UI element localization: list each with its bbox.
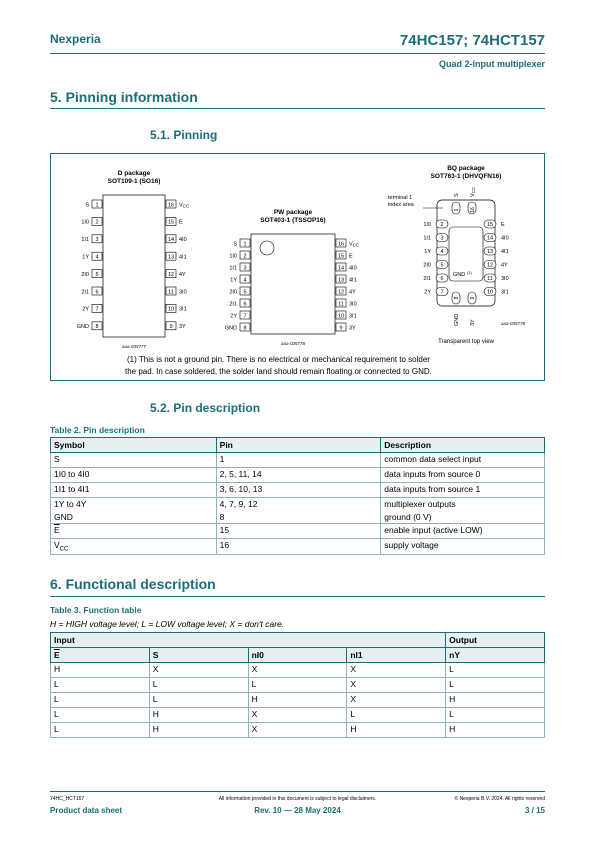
subscript-cc: CC	[352, 242, 360, 248]
table-row	[51, 498, 545, 524]
d-package-pin-label: 2I1	[81, 289, 89, 296]
table-row	[51, 708, 545, 723]
column-header-ni0: nI0	[248, 648, 347, 663]
footer-rule	[50, 791, 545, 792]
cell-text: GND	[54, 512, 73, 522]
pw-package-pin-label: 2I1	[229, 301, 237, 308]
bq-pin-number: 7	[440, 289, 444, 296]
document-subtitle: Quad 2-input multiplexer	[438, 59, 545, 69]
table-3-note: H = HIGH voltage level; L = LOW voltage level; X = don't care.	[50, 619, 285, 629]
d-package-pin-label: 2Y	[82, 306, 89, 313]
column-header-ni1: nI1	[347, 648, 446, 663]
pw-package-pin-right-number: 11	[338, 301, 344, 308]
bq-pad-gnd-label: GND	[453, 272, 466, 278]
d-package-pin-label: 4I1	[179, 254, 187, 261]
column-header-description: Description	[381, 438, 545, 453]
table-cell: L	[51, 678, 150, 693]
d-package-pin-label: 1I0	[81, 219, 89, 226]
header-rule	[50, 53, 545, 54]
pw-package-pin-right-number: 15	[337, 253, 345, 260]
bq-package-caption: Transparent top view	[438, 339, 494, 345]
table-row	[51, 539, 545, 555]
bq-pin-label: 3Y	[470, 319, 476, 326]
table-2-caption: Table 2. Pin description	[50, 425, 145, 435]
d-package-pin-left-number: 6	[95, 289, 99, 296]
d-package-pin-right-number: 12	[167, 271, 175, 278]
section-6-heading: 6. Functional description	[50, 576, 216, 592]
pw-package-pin-label: 1I1	[229, 265, 237, 272]
bq-pin-label: E	[501, 222, 505, 228]
cell-text: 4, 7, 9, 12	[219, 499, 258, 509]
d-package-pin-right-number: 16	[167, 202, 175, 209]
function-table	[50, 632, 545, 738]
pw-package-pin-label: 4I0	[349, 265, 357, 272]
table-cell: X	[248, 708, 347, 723]
d-package-pin-right-number: 13	[167, 254, 175, 261]
table-cell: 3, 6, 10, 13	[216, 483, 381, 498]
table-cell: enable input (active LOW)	[381, 524, 545, 539]
part-number: 74HC157; 74HCT157	[399, 32, 545, 49]
pw-package-pin1-marker	[260, 241, 274, 255]
d-package-pin-label: E	[179, 219, 183, 226]
pw-package-pin-label: 2I0	[229, 289, 237, 296]
pw-package-pin-label: 3Y	[349, 325, 356, 332]
d-package-pin-label: 1Y	[82, 254, 89, 261]
bq-pin-number: 6	[440, 276, 444, 282]
pw-package-pin-right-number: 14	[337, 265, 345, 272]
d-package-pin-right-number: 15	[167, 219, 175, 226]
d-package-pin-right-number: 11	[168, 289, 174, 296]
subscript-cc: CC	[59, 546, 69, 553]
cell-text: multiplexer outputs	[384, 499, 456, 509]
table-row	[51, 678, 545, 693]
pw-package-subtitle: SOT403-1 (TSSOP16)	[260, 217, 326, 224]
column-header-s: S	[149, 648, 248, 663]
bq-pin-label: 1I1	[423, 235, 431, 242]
pw-package-pin-label: 3I1	[349, 313, 357, 320]
bq-pin-number: 2	[440, 222, 444, 228]
table-cell: H	[446, 723, 545, 738]
bq-package-subtitle: SOT763-1 (DHVQFN16)	[430, 173, 502, 180]
pw-package-pin-label: S	[233, 241, 237, 248]
table-row	[51, 693, 545, 708]
bq-package-ref: aaa-035778	[500, 321, 525, 326]
table-cell: 1I1 to 4I1	[51, 483, 217, 498]
pw-package-pin-right-number: 12	[337, 289, 345, 296]
d-package-pin-right-number: 14	[167, 237, 175, 244]
table-row	[51, 663, 545, 678]
table-cell: data inputs from source 0	[381, 468, 545, 483]
pw-package-pin-label: 3I0	[349, 301, 357, 308]
table-cell: L	[446, 663, 545, 678]
pw-package-pin-left-number: 4	[243, 277, 247, 284]
table-cell: X	[149, 663, 248, 678]
d-package-pin-left-number: 3	[95, 237, 99, 244]
d-package-pin-label: 3I0	[179, 289, 187, 296]
column-header-e	[51, 648, 150, 663]
table-cell: L	[149, 693, 248, 708]
company-name: Nexperia	[50, 32, 101, 46]
d-package-pin-left-number: 4	[95, 254, 99, 261]
table-cell: H	[446, 693, 545, 708]
pw-package-pin-right-number: 16	[337, 241, 345, 248]
d-package-pin-left-number: 8	[95, 324, 99, 331]
bq-pad-gnd-footnote: (1)	[467, 270, 472, 275]
table-row	[51, 453, 545, 468]
table-cell	[51, 524, 217, 539]
bq-pin-number: 15	[486, 222, 494, 228]
bq-terminal-label: index area	[388, 202, 414, 208]
group-header-output: Output	[446, 633, 545, 648]
d-package-pin-label: VCC	[179, 202, 190, 209]
table-cell: X	[248, 663, 347, 678]
figure-note-line-1: (1) This is not a ground pin. There is no electrical or mechanical requirement to solder	[127, 355, 430, 364]
table-cell: 16	[216, 539, 381, 555]
column-header-ny: nY	[446, 648, 545, 663]
pw-package-pin-left-number: 5	[243, 289, 247, 296]
table-group-header-row	[51, 633, 545, 648]
subscript-cc: CC	[182, 203, 190, 209]
d-package-pin-label: 4I0	[179, 237, 187, 244]
bq-terminal-label: terminal 1	[388, 195, 413, 201]
d-package-pin-left-number: 2	[95, 219, 99, 226]
table-cell: X	[347, 678, 446, 693]
section-6-rule	[50, 596, 545, 597]
bq-pin-number: 11	[487, 276, 493, 282]
table-row	[51, 524, 545, 539]
pw-package-pin-label: 1I0	[229, 253, 237, 260]
bq-pin-number: 16	[470, 207, 476, 213]
d-package-pin-right-number: 10	[167, 306, 175, 313]
d-package-pin-label: 4Y	[179, 271, 186, 278]
figure-note-line-2: the pad. In case soldered, the solder land should remain floating or connected to GND.	[125, 367, 432, 376]
pw-package-pin-left-number: 3	[243, 265, 247, 272]
footer-doc-type: Product data sheet	[50, 806, 123, 815]
table-cell: L	[51, 708, 150, 723]
table-cell	[51, 498, 217, 524]
bq-pin-label: 3I0	[501, 276, 509, 282]
section-5-heading: 5. Pinning information	[50, 89, 198, 105]
bq-pin-number: 13	[486, 249, 494, 255]
pw-package-pin-label: VCC	[349, 241, 360, 248]
subscript-cc: CC	[471, 186, 476, 194]
section-5-rule	[50, 108, 545, 109]
pw-package-pin-label: 4Y	[349, 289, 356, 296]
cell-text: 8	[219, 512, 225, 522]
bq-pin-number: 12	[486, 262, 494, 269]
table-cell: X	[347, 663, 446, 678]
cell-text: ground (0 V)	[384, 512, 432, 522]
bq-pin-label: 2I0	[423, 262, 431, 269]
pw-package-pin-label: 4I1	[349, 277, 357, 284]
d-package-pin-label: 3Y	[179, 324, 186, 331]
footer-doc-id: 74HC_HCT157	[50, 796, 85, 802]
pw-package-pin-left-number: 8	[243, 325, 247, 332]
table-row	[51, 723, 545, 738]
d-package-pin-label: 2I0	[81, 271, 89, 278]
table-cell: H	[347, 723, 446, 738]
bq-pin-label: 1Y	[424, 249, 431, 255]
table-cell: $V_{CC}$	[51, 539, 217, 555]
bq-pin-label: 4I0	[501, 235, 509, 242]
table-cell: H	[248, 693, 347, 708]
table-cell: X	[347, 693, 446, 708]
footer-disclaimer: All information provided in this document is subject to legal disclaimers.	[218, 796, 377, 802]
table-row	[51, 468, 545, 483]
pw-package-title: PW package	[273, 209, 313, 216]
pw-package-pin-right-number: 10	[337, 313, 345, 320]
pw-package-pin-label: 1Y	[230, 277, 237, 284]
bq-pin-label: GND	[454, 313, 460, 326]
table-row	[51, 483, 545, 498]
d-package-pin-left-number: 5	[95, 271, 99, 278]
table-cell: H	[149, 708, 248, 723]
pw-package-pin-left-number: 1	[243, 241, 247, 248]
footer-copyright: © Nexperia B.V. 2024. All rights reserved	[454, 796, 545, 802]
d-package-body	[103, 195, 165, 337]
pw-package-pin-label: GND	[224, 325, 237, 332]
bq-pin-number: 9	[470, 296, 476, 300]
pw-package-pin-left-number: 2	[243, 253, 247, 260]
pin-description-table	[50, 437, 545, 555]
table-cell: S	[51, 453, 217, 468]
column-header-symbol: Symbol	[51, 438, 217, 453]
table-cell: 15	[216, 524, 381, 539]
pw-package-ref: aaa-035776	[280, 341, 306, 346]
table-cell: X	[248, 723, 347, 738]
d-package-ref: aaa-035777	[121, 344, 147, 349]
table-cell: data inputs from source 1	[381, 483, 545, 498]
bq-pin-number: 10	[486, 289, 494, 296]
footer-page-number: 3 / 15	[524, 806, 545, 815]
pinning-figure	[50, 153, 545, 381]
d-package-pin-right-number: 9	[169, 324, 173, 331]
table-cell: L	[149, 678, 248, 693]
group-header-input: Input	[51, 633, 446, 648]
table-cell: L	[248, 678, 347, 693]
pw-package-pin-label: E	[349, 253, 353, 260]
table-cell: L	[51, 723, 150, 738]
table-header-row	[51, 648, 545, 663]
symbol-e-bar: $\overline{E}$	[54, 650, 60, 660]
section-5-1-heading: 5.1. Pinning	[150, 128, 218, 142]
bq-pin-number: 8	[454, 296, 460, 300]
symbol-e-bar: $\overline{E}$	[54, 525, 60, 535]
bq-pin-label: 4Y	[501, 262, 508, 269]
pw-package-pin-right-number: 13	[337, 277, 345, 284]
d-package-pin-left-number: 1	[95, 202, 99, 209]
d-package-subtitle: SOT109-1 (SO16)	[107, 178, 161, 185]
table-cell: L	[51, 693, 150, 708]
bq-pin-number: 1	[454, 208, 460, 212]
pw-package-pin-left-number: 6	[243, 301, 247, 308]
d-package-pin-label: 3I1	[179, 306, 187, 313]
table-cell: 1I0 to 4I0	[51, 468, 217, 483]
table-cell: common data select input	[381, 453, 545, 468]
bq-pin-label: 1I0	[423, 222, 431, 228]
cell-text: 1Y to 4Y	[54, 499, 87, 509]
table-cell	[216, 498, 381, 524]
footer-revision: Rev. 10 — 28 May 2024	[254, 806, 341, 815]
bq-pin-label: 2Y	[424, 289, 431, 296]
bq-pin-label: S	[454, 193, 460, 197]
bq-package-title: BQ package	[447, 165, 485, 172]
bq-pin-number: 3	[440, 235, 444, 242]
bq-pin-label: VCC	[470, 186, 476, 197]
table-cell: 1	[216, 453, 381, 468]
table-cell: L	[347, 708, 446, 723]
d-package-pin-label: GND	[76, 324, 89, 331]
table-header-row	[51, 438, 545, 453]
table-cell: H	[51, 663, 150, 678]
d-package-pin-left-number: 7	[95, 306, 99, 313]
table-cell: supply voltage	[381, 539, 545, 555]
section-5-2-heading: 5.2. Pin description	[150, 401, 261, 415]
bq-pin-label: 4I1	[501, 249, 509, 255]
bq-pin-label: 3I1	[501, 289, 509, 296]
pw-package-pin-right-number: 9	[339, 325, 343, 332]
pw-package-pin-label: 2Y	[230, 313, 237, 320]
table-cell: L	[446, 708, 545, 723]
d-package-pin-label: S	[85, 202, 89, 209]
bq-pin-number: 14	[486, 235, 494, 242]
table-cell: L	[446, 678, 545, 693]
d-package-pin-label: 1I1	[81, 237, 89, 244]
pinning-diagram	[51, 154, 544, 380]
bq-pin-label: 2I1	[423, 276, 431, 282]
table-cell: 2, 5, 11, 14	[216, 468, 381, 483]
d-package-title: D package	[117, 170, 151, 177]
table-cell	[381, 498, 545, 524]
table-3-caption: Table 3. Function table	[50, 605, 142, 615]
table-cell: H	[149, 723, 248, 738]
bq-pin-number: 5	[440, 262, 444, 269]
pw-package-pin-left-number: 7	[243, 313, 247, 320]
column-header-pin: Pin	[216, 438, 381, 453]
bq-pin-number: 4	[440, 249, 444, 255]
